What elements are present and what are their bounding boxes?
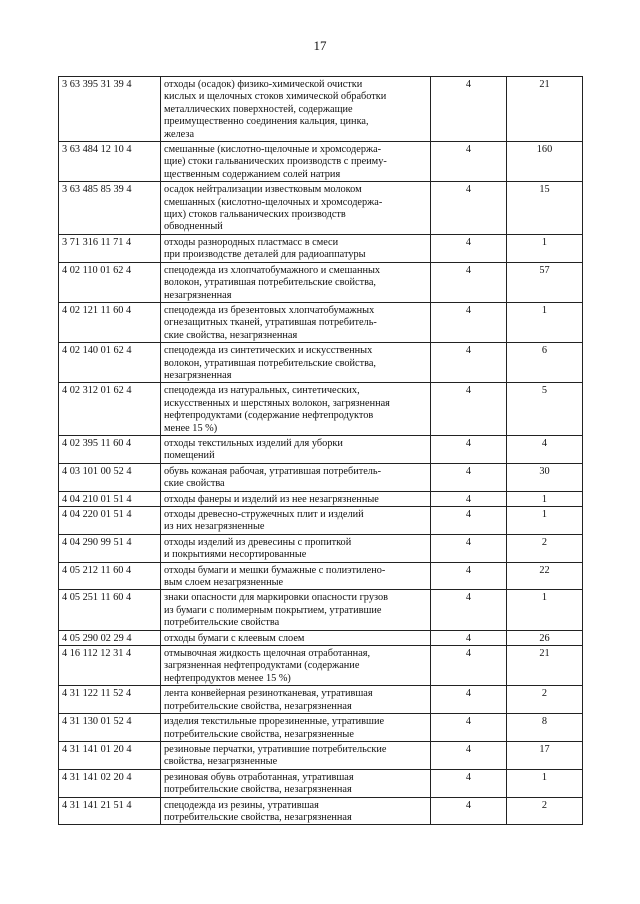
quantity-cell: 1: [507, 507, 583, 535]
quantity-cell: 2: [507, 686, 583, 714]
waste-name-cell: резиновые перчатки, утратившие потребительские свойства, незагрязненные: [161, 741, 431, 769]
hazard-class-cell: 4: [431, 714, 507, 742]
waste-name-cell: отходы изделий из древесины с пропиткой и покрытиями несортированные: [161, 534, 431, 562]
hazard-class-cell: 4: [431, 507, 507, 535]
waste-code-cell: 4 04 220 01 51 4: [59, 507, 161, 535]
hazard-class-cell: 4: [431, 302, 507, 342]
hazard-class-cell: 4: [431, 797, 507, 825]
waste-name-cell: спецодежда из резины, утратившая потребительские свойства, незагрязненная: [161, 797, 431, 825]
hazard-class-cell: 4: [431, 77, 507, 142]
hazard-class-cell: 4: [431, 646, 507, 686]
waste-code-cell: 4 02 395 11 60 4: [59, 435, 161, 463]
table-row: [59, 630, 583, 645]
table-row: [59, 182, 583, 235]
table-row: [59, 507, 583, 535]
table-row: [59, 797, 583, 825]
quantity-cell: 1: [507, 302, 583, 342]
hazard-class-cell: 4: [431, 343, 507, 383]
quantity-cell: 17: [507, 741, 583, 769]
waste-name-cell: отходы разнородных пластмасс в смеси при производстве деталей для радиоаппатуры: [161, 234, 431, 262]
table-row: [59, 646, 583, 686]
waste-code-cell: 4 31 130 01 52 4: [59, 714, 161, 742]
table-row: [59, 590, 583, 630]
hazard-class-cell: 4: [431, 142, 507, 182]
hazard-class-cell: 4: [431, 383, 507, 436]
hazard-class-cell: 4: [431, 686, 507, 714]
waste-code-cell: 4 31 141 02 20 4: [59, 769, 161, 797]
quantity-cell: 1: [507, 769, 583, 797]
table-row: [59, 383, 583, 436]
table-row: [59, 343, 583, 383]
waste-name-cell: осадок нейтрализации известковым молоком смешанных (кислотно-щелочных и хромсодержа- щих) стоков гальванических производств обводненный: [161, 182, 431, 235]
waste-name-cell: отходы бумаги и мешки бумажные с полиэтилено- вым слоем незагрязненные: [161, 562, 431, 590]
table-row: [59, 769, 583, 797]
waste-code-cell: 3 63 395 31 39 4: [59, 77, 161, 142]
waste-name-cell: спецодежда из синтетических и искусственных волокон, утратившая потребительские свойства, незагрязненная: [161, 343, 431, 383]
waste-name-cell: отходы (осадок) физико-химической очистки кислых и щелочных стоков химической обработки металлических поверхностей, содержащие преимущественно соединения кальция, цинка, железа: [161, 77, 431, 142]
waste-code-cell: 4 04 210 01 51 4: [59, 491, 161, 506]
waste-name-cell: обувь кожаная рабочая, утратившая потребитель- ские свойства: [161, 463, 431, 491]
waste-name-cell: отходы фанеры и изделий из нее незагрязненные: [161, 491, 431, 506]
waste-name-cell: отходы бумаги с клеевым слоем: [161, 630, 431, 645]
waste-name-cell: резиновая обувь отработанная, утратившая потребительские свойства, незагрязненная: [161, 769, 431, 797]
waste-name-cell: спецодежда из брезентовых хлопчатобумажных огнезащитных тканей, утратившая потребитель- ские свойства, незагрязненная: [161, 302, 431, 342]
table-row: [59, 435, 583, 463]
waste-code-cell: 3 63 484 12 10 4: [59, 142, 161, 182]
hazard-class-cell: 4: [431, 463, 507, 491]
waste-code-cell: 3 63 485 85 39 4: [59, 182, 161, 235]
hazard-class-cell: 4: [431, 435, 507, 463]
quantity-cell: 22: [507, 562, 583, 590]
table-row: [59, 302, 583, 342]
quantity-cell: 2: [507, 534, 583, 562]
waste-table: [58, 76, 583, 825]
hazard-class-cell: 4: [431, 534, 507, 562]
hazard-class-cell: 4: [431, 491, 507, 506]
table-row: [59, 142, 583, 182]
hazard-class-cell: 4: [431, 182, 507, 235]
table-row: [59, 534, 583, 562]
quantity-cell: 57: [507, 262, 583, 302]
waste-name-cell: спецодежда из хлопчатобумажного и смешанных волокон, утратившая потребительские свойства, незагрязненная: [161, 262, 431, 302]
waste-code-cell: 4 02 110 01 62 4: [59, 262, 161, 302]
quantity-cell: 4: [507, 435, 583, 463]
waste-code-cell: 3 71 316 11 71 4: [59, 234, 161, 262]
quantity-cell: 30: [507, 463, 583, 491]
hazard-class-cell: 4: [431, 630, 507, 645]
quantity-cell: 6: [507, 343, 583, 383]
waste-code-cell: 4 31 141 21 51 4: [59, 797, 161, 825]
quantity-cell: 21: [507, 646, 583, 686]
page-number: 17: [313, 38, 327, 53]
waste-name-cell: спецодежда из натуральных, синтетических, искусственных и шерстяных волокон, загрязненная нефтепродуктами (содержание нефтепродуктов менее 15 %): [161, 383, 431, 436]
waste-code-cell: 4 05 290 02 29 4: [59, 630, 161, 645]
waste-name-cell: лента конвейерная резинотканевая, утратившая потребительские свойства, незагрязненная: [161, 686, 431, 714]
waste-name-cell: отмывочная жидкость щелочная отработанная, загрязненная нефтепродуктами (содержание нефтепродуктов менее 15 %): [161, 646, 431, 686]
waste-code-cell: 4 02 140 01 62 4: [59, 343, 161, 383]
quantity-cell: 21: [507, 77, 583, 142]
table-row: [59, 234, 583, 262]
waste-name-cell: отходы текстильных изделий для уборки помещений: [161, 435, 431, 463]
hazard-class-cell: 4: [431, 590, 507, 630]
table-row: [59, 262, 583, 302]
quantity-cell: 1: [507, 491, 583, 506]
hazard-class-cell: 4: [431, 741, 507, 769]
table-row: [59, 686, 583, 714]
table-row: [59, 463, 583, 491]
waste-code-cell: 4 05 251 11 60 4: [59, 590, 161, 630]
waste-table-body: [59, 77, 583, 825]
waste-code-cell: 4 02 312 01 62 4: [59, 383, 161, 436]
quantity-cell: 8: [507, 714, 583, 742]
waste-code-cell: 4 31 122 11 52 4: [59, 686, 161, 714]
hazard-class-cell: 4: [431, 562, 507, 590]
waste-code-cell: 4 16 112 12 31 4: [59, 646, 161, 686]
table-row: [59, 77, 583, 142]
waste-code-cell: 4 03 101 00 52 4: [59, 463, 161, 491]
hazard-class-cell: 4: [431, 234, 507, 262]
waste-code-cell: 4 05 212 11 60 4: [59, 562, 161, 590]
quantity-cell: 1: [507, 590, 583, 630]
quantity-cell: 26: [507, 630, 583, 645]
hazard-class-cell: 4: [431, 262, 507, 302]
waste-name-cell: отходы древесно-стружечных плит и изделий из них незагрязненные: [161, 507, 431, 535]
hazard-class-cell: 4: [431, 769, 507, 797]
waste-name-cell: знаки опасности для маркировки опасности грузов из бумаги с полимерным покрытием, утратившие потребительские свойства: [161, 590, 431, 630]
quantity-cell: 15: [507, 182, 583, 235]
table-row: [59, 562, 583, 590]
waste-code-cell: 4 04 290 99 51 4: [59, 534, 161, 562]
quantity-cell: 2: [507, 797, 583, 825]
quantity-cell: 5: [507, 383, 583, 436]
quantity-cell: 160: [507, 142, 583, 182]
waste-code-cell: 4 31 141 01 20 4: [59, 741, 161, 769]
waste-name-cell: изделия текстильные прорезиненные, утратившие потребительские свойства, незагрязненные: [161, 714, 431, 742]
waste-name-cell: смешанные (кислотно-щелочные и хромсодержа- щие) стоки гальванических производств с преиму- щественным содержанием солей натрия: [161, 142, 431, 182]
quantity-cell: 1: [507, 234, 583, 262]
table-row: [59, 741, 583, 769]
waste-code-cell: 4 02 121 11 60 4: [59, 302, 161, 342]
table-row: [59, 491, 583, 506]
table-row: [59, 714, 583, 742]
